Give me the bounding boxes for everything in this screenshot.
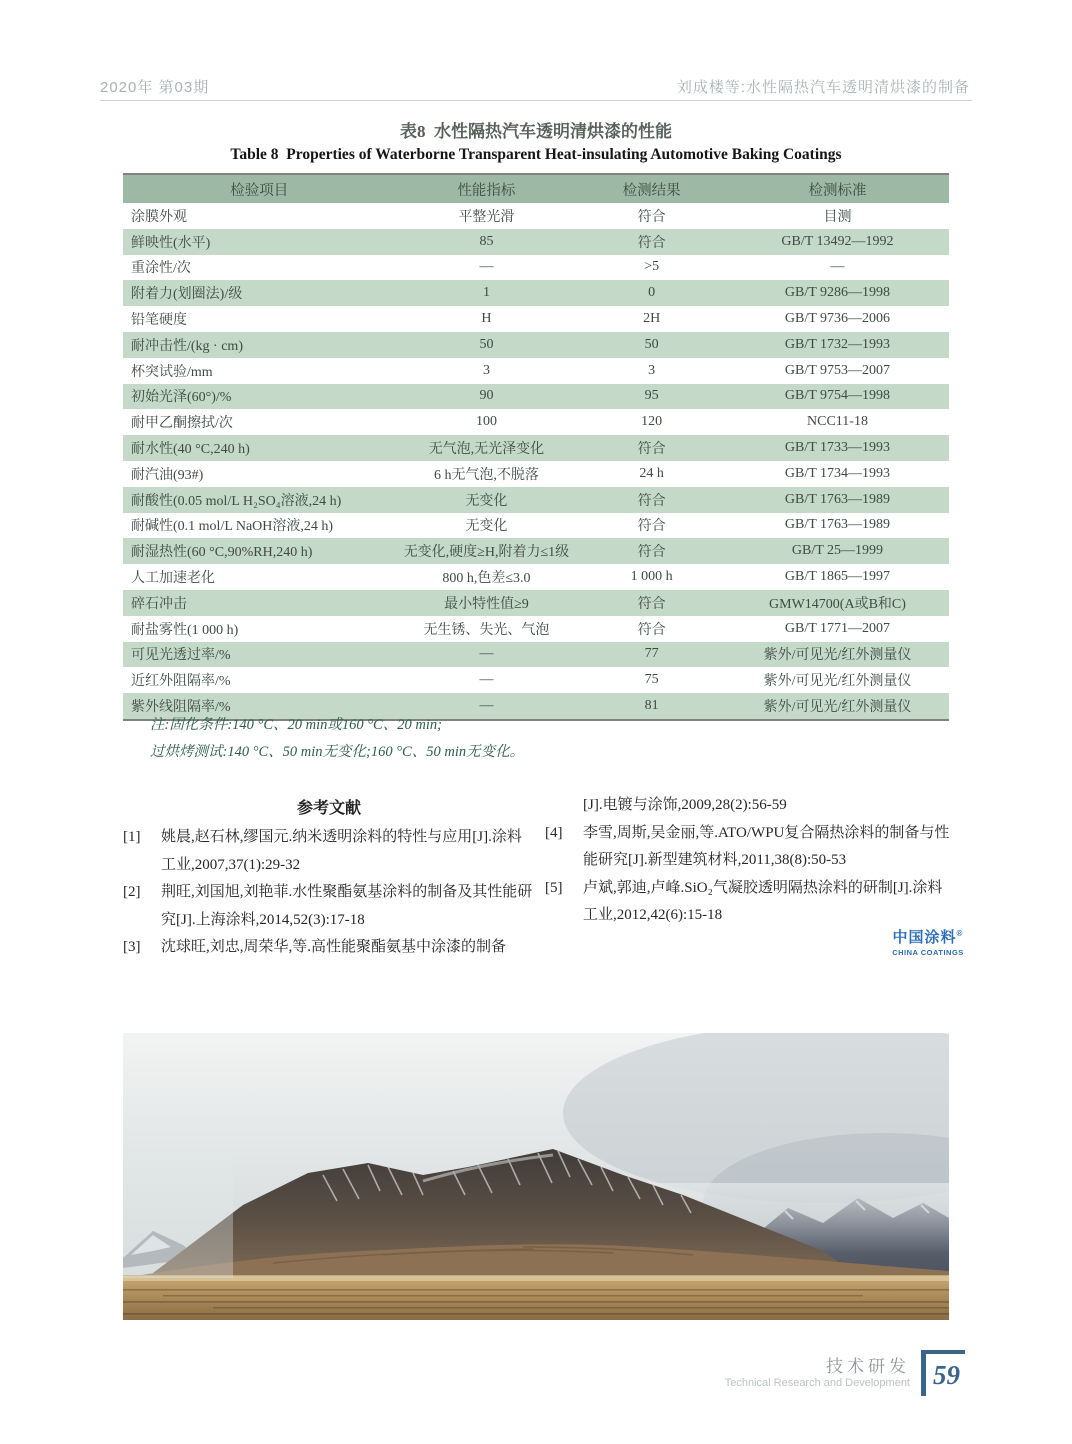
table-cell: 6 h无气泡,不脱落 <box>433 467 539 483</box>
table-row <box>123 280 949 306</box>
reference-text: 姚晨,赵石林,缪国元.纳米透明涂料的特性与应用[J].涂料工业,2007,37(1):29-32 <box>161 829 522 873</box>
reference-item <box>545 820 955 875</box>
table-cell: 耐甲乙酮擦拭/次 <box>131 416 233 432</box>
table-cell: 符合 <box>577 590 726 616</box>
table-cell: GB/T 9753—2007 <box>784 362 891 378</box>
footer-section-en: Technical Research and Development <box>724 1377 910 1389</box>
table-cell: 人工加速老化 <box>131 571 215 587</box>
table-notes <box>150 712 524 766</box>
table-cell: GB/T 9736—2006 <box>784 311 891 327</box>
table-cell: GB/T 1763—1989 <box>726 487 949 513</box>
table-cell: 近红外阻隔率/% <box>131 674 231 690</box>
table-row <box>123 667 949 693</box>
table-cell: 800 h,色差≤3.0 <box>442 571 531 587</box>
table-row <box>123 409 949 435</box>
table-cell: GB/T 1733—1993 <box>726 435 949 461</box>
table-column-header: 检验项目 <box>123 174 396 203</box>
table-cell: GB/T 25—1999 <box>726 538 949 564</box>
table-cell: GB/T 1734—1993 <box>784 465 891 481</box>
landscape-photo <box>123 1033 949 1320</box>
table-cell: 2H <box>643 311 661 327</box>
table-cell: 耐盐雾性(1 000 h) <box>131 622 239 638</box>
table-cell: 耐水性(40 °C,240 h) <box>123 435 396 461</box>
table-cell: 目测 <box>823 209 852 225</box>
table-cell: GB/T 1763—1989 <box>784 517 891 533</box>
table-column-header: 检测结果 <box>577 174 726 203</box>
table-cell: 符合 <box>637 209 666 225</box>
table-row <box>123 590 949 616</box>
table-cell: 95 <box>577 384 726 410</box>
table-cell: GMW14700(A或B和C) <box>726 590 949 616</box>
table-cell: 1 <box>396 280 578 306</box>
table-cell: 可见光透过率/% <box>123 642 396 668</box>
running-title: 刘成楼等:水性隔热汽车透明清烘漆的制备 <box>676 79 970 96</box>
table-header-row <box>123 174 949 203</box>
table-cell: 3 <box>482 362 490 378</box>
table-cell: 符合 <box>577 487 726 513</box>
journal-issue: 2020年 第03期 <box>100 79 210 96</box>
table-row <box>123 435 949 461</box>
table-row <box>123 358 949 384</box>
table-title-en: Table 8 Properties of Waterborne Transparent Heat-insulating Automotive Baking Coatings <box>230 146 842 163</box>
table-row <box>123 203 949 229</box>
page-number: 59 <box>933 1360 960 1390</box>
table-cell: 75 <box>644 672 659 688</box>
header-rule <box>100 100 972 101</box>
table-cell: 紫外/可见光/红外测量仪 <box>726 642 949 668</box>
table-cell: 无变化,硬度≥H,附着力≤1级 <box>396 538 578 564</box>
table-row <box>123 255 949 281</box>
table-cell: H <box>481 311 492 327</box>
reference-label: [3] <box>123 939 141 955</box>
table-cell: 85 <box>396 229 578 255</box>
properties-table <box>123 173 949 721</box>
table-row <box>123 564 949 590</box>
table-cell: — <box>396 693 578 720</box>
china-coatings-logo <box>888 926 968 957</box>
table-cell: 100 <box>475 414 497 430</box>
table-cell: 平整光滑 <box>458 209 515 225</box>
reference-text: 荆旺,刘国旭,刘艳菲.水性聚酯氨基涂料的制备及其性能研究[J].上海涂料,2014,52(3):17-18 <box>161 884 533 928</box>
table-cell: 3 <box>648 362 656 378</box>
table-row <box>123 642 949 668</box>
reference-item <box>123 824 535 879</box>
reference-item <box>123 879 535 934</box>
table-column-header: 检测标准 <box>726 174 949 203</box>
table-cell: 耐湿热性(60 °C,90%RH,240 h) <box>123 538 396 564</box>
table-cell: 1 000 h <box>630 569 673 585</box>
table-cell: 81 <box>577 693 726 720</box>
table-cell: 符合 <box>577 229 726 255</box>
table-row <box>123 332 949 358</box>
table-cell: 50 <box>577 332 726 358</box>
table-cell: 77 <box>577 642 726 668</box>
table-row <box>123 513 949 539</box>
table-cell: 符合 <box>637 622 666 638</box>
table-row <box>123 306 949 332</box>
table-cell: >5 <box>644 259 660 275</box>
table-row <box>123 461 949 487</box>
reference-item <box>545 792 955 820</box>
table-cell: — <box>479 672 494 688</box>
table-cell: GB/T 1732—1993 <box>726 332 949 358</box>
table-cell: 铅笔硬度 <box>131 313 187 329</box>
registered-mark-icon: ® <box>956 929 964 938</box>
reference-text: 李雪,周斯,吴金丽,等.ATO/WPU复合隔热涂料的制备与性能研究[J].新型建筑材料,2011,38(8):50-53 <box>583 824 950 868</box>
table-cell: 紫外/可见光/红外测量仪 <box>726 693 949 720</box>
table-cell: 杯突试验/mm <box>131 364 213 380</box>
table-row <box>123 229 949 255</box>
table-cell: 无气泡,无光泽变化 <box>396 435 578 461</box>
table-cell: 紫外线阻隔率/% <box>123 693 396 720</box>
reference-label: [2] <box>123 884 141 900</box>
table-cell: 耐冲击性/(kg · cm) <box>123 332 396 358</box>
mountain-landscape-graphic <box>123 1033 949 1320</box>
reference-item <box>545 875 955 930</box>
table-cell: 无变化 <box>465 519 508 535</box>
table-cell: NCC11-18 <box>807 414 868 430</box>
table-cell: 碎石冲击 <box>123 590 396 616</box>
table-cell: GB/T 1865—1997 <box>784 569 891 585</box>
reference-item <box>123 934 535 962</box>
references-right-column <box>545 792 955 930</box>
table-cell: 初始光泽(60°)/% <box>123 384 396 410</box>
table-cell: 耐碱性(0.1 mol/L NaOH溶液,24 h) <box>131 519 334 535</box>
table-cell: 符合 <box>637 519 666 535</box>
logo-text-en: CHINA COATINGS <box>892 948 964 957</box>
table-cell: 附着力(划圈法)/级 <box>123 280 396 306</box>
table-cell: 重涂性/次 <box>131 261 191 277</box>
table-cell: 涂膜外观 <box>131 209 187 225</box>
table-cell: 最小特性值≥9 <box>396 590 578 616</box>
footer-section-cn: 技术研发 <box>826 1357 910 1376</box>
table-cell: GB/T 13492—1992 <box>726 229 949 255</box>
table-note-line: 注:固化条件:140 °C、20 min或160 °C、20 min; <box>150 717 442 733</box>
table-cell: 鲜映性(水平) <box>123 229 396 255</box>
table-row <box>123 487 949 513</box>
reference-label: [1] <box>123 829 141 845</box>
page-number-bracket <box>921 1350 965 1396</box>
table-cell: 符合 <box>577 435 726 461</box>
table-cell: — <box>830 259 845 275</box>
table-title-cn: 表8 水性隔热汽车透明清烘漆的性能 <box>400 122 672 141</box>
table-cell: GB/T 9754—1998 <box>726 384 949 410</box>
table-cell: GB/T 9286—1998 <box>726 280 949 306</box>
reference-text: 卢斌,郭迪,卢峰.SiO₂气凝胶透明隔热涂料的研制[J].涂料工业,2012,42(6):15-18 <box>583 879 943 923</box>
table-cell: 无生锈、失光、气泡 <box>423 622 550 638</box>
table-cell: — <box>396 642 578 668</box>
table-cell: 紫外/可见光/红外测量仪 <box>763 674 912 690</box>
table-cell: 无变化 <box>396 487 578 513</box>
reference-text: [J].电镀与涂饰,2009,28(2):56-59 <box>583 797 787 813</box>
reference-label: [4] <box>545 824 563 841</box>
table-row <box>123 616 949 642</box>
table-cell: 90 <box>396 384 578 410</box>
table-column-header: 性能指标 <box>396 174 578 203</box>
table-cell: 24 h <box>639 465 664 481</box>
table-cell: 耐汽油(93#) <box>131 467 204 483</box>
reference-text: 沈球旺,刘忠,周荣华,等.高性能聚酯氨基中涂漆的制备 <box>161 939 507 955</box>
table-cell: — <box>479 259 494 275</box>
table-cell: GB/T 1771—2007 <box>784 620 891 636</box>
logo-text-cn: 中国涂料® <box>892 929 964 946</box>
table-cell: 120 <box>641 414 663 430</box>
table-cell: 0 <box>577 280 726 306</box>
table-cell: 耐酸性(0.05 mol/L H₂SO₄溶液,24 h) <box>123 487 396 513</box>
table-cell: 50 <box>396 332 578 358</box>
references-left-column <box>123 824 535 962</box>
properties-table-wrap <box>123 173 949 721</box>
reference-label: [5] <box>545 879 563 896</box>
table-note-line: 过烘烤测试:140 °C、50 min无变化;160 °C、50 min无变化。 <box>150 744 525 760</box>
table-row <box>123 384 949 410</box>
references-heading: 参考文献 <box>296 800 361 817</box>
table-row <box>123 538 949 564</box>
table-cell: 符合 <box>577 538 726 564</box>
